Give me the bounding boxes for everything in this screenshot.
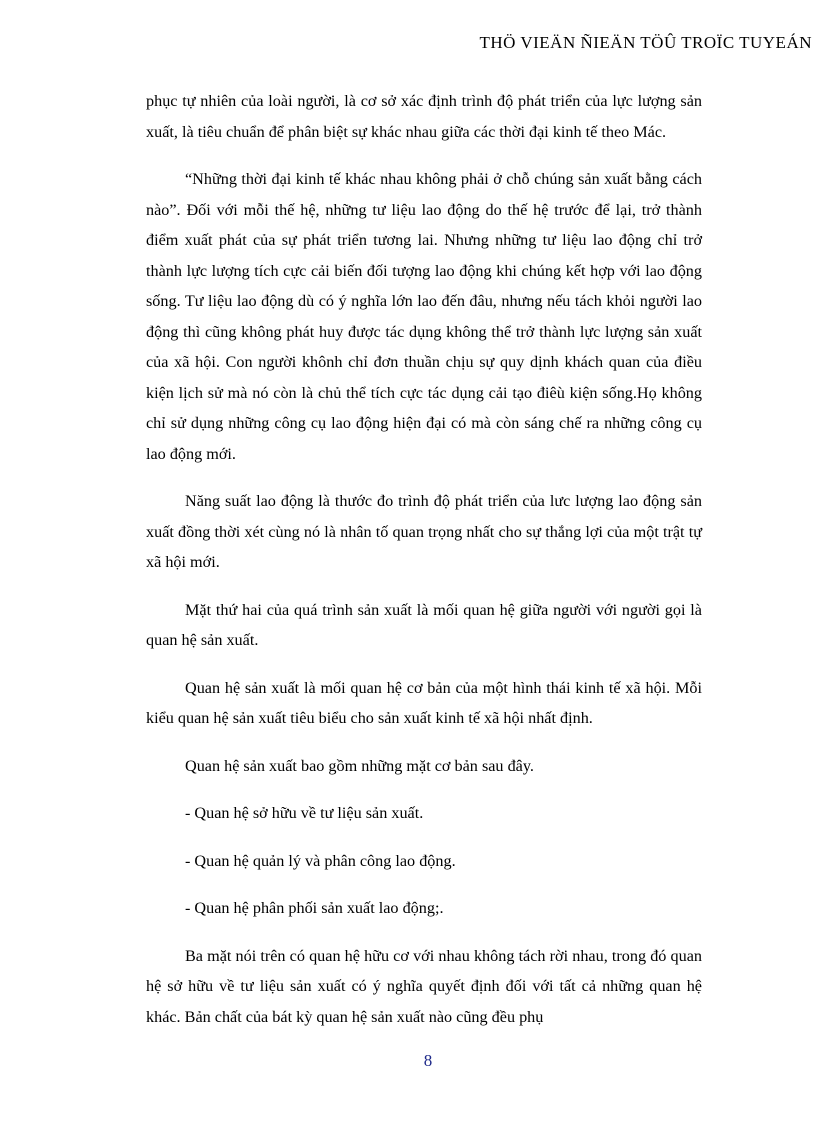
paragraph-production-relations-definition: Quan hệ sản xuất là mối quan hệ cơ bản của một hình thái kinh tế xã hội. Mỗi kiểu quan hệ sản xuất tiêu biểu cho sản xuất kinh tế xã hội nhất định. (146, 678, 702, 727)
paragraph-production-relations-intro: Mặt thứ hai của quá trình sản xuất là mối quan hệ giữa người với người gọi là quan hệ sản xuất. (146, 600, 702, 649)
paragraph-labor-tools: “Những thời đại kinh tế khác nhau không phải ở chỗ chúng sản xuất bằng cách nào”. Đối với mỗi thế hệ, những tư liệu lao động do thế hệ trước để lại, trở thành điểm xuất phát của sự phát triển tương lai. Nhưng những tư liệu lao động chỉ trở thành lực lượng tích cực cải biến đối tượng lao động khi chúng kết hợp với lao động sống. Tư liệu lao động dù có ý nghĩa lớn lao đến đâu, nhưng nếu tách khỏi người lao động thì cũng không phát huy được tác dụng không thể trở thành lực lượng sản xuất của xã hội. Con người khônh chỉ đơn thuần chịu sự quy dịnh khách quan của điều kiện lịch sử mà nó còn là chủ thể tích cực tác dụng cải tạo điêù kiện sống.Họ không chỉ sử dụng những công cụ lao động hiện đại có mà còn sáng chế ra những công cụ lao động mới. (146, 170, 702, 463)
paragraph-aspects-intro: Quan hệ sản xuất bao gồm những mặt cơ bản sau đây. (185, 756, 534, 775)
paragraph-labor-productivity: Năng suất lao động là thước đo trình độ phát triển của lưc lượng lao động sản xuất đồng thời xét cùng nó là nhân tố quan trọng nhất cho sự thắng lợi của một trật tự xã hội mới. (146, 492, 702, 571)
running-header: THÖ VIEÄN ÑIEÄN TÖÛ TROÏC TUYEÁN (479, 33, 812, 52)
page-number: 8 (423, 1051, 433, 1070)
list-item-ownership: - Quan hệ sở hữu về tư liệu sản xuất. (185, 804, 424, 822)
list-item-management: - Quan hệ quản lý và phân công lao động. (185, 851, 456, 870)
paragraph-three-aspects: Ba mặt nói trên có quan hệ hữu cơ với nhau không tách rời nhau, trong đó quan hệ sở hữu về tư liệu sản xuất có ý nghĩa quyết định đối với tất cả những quan hệ khác. Bản chất của bát kỳ quan hệ sản xuất nào cũng đều phụ (146, 946, 702, 1026)
document-body (146, 86, 702, 1049)
paragraph-continuation: phục tự nhiên của loài người, là cơ sở xác định trình độ phát triển của lực lượng sản xuất, là tiêu chuẩn để phân biệt sự khác nhau giữa các thời đại kinh tế theo Mác. (146, 92, 702, 141)
list-item-distribution: - Quan hệ phân phối sản xuất lao động;. (185, 899, 444, 917)
